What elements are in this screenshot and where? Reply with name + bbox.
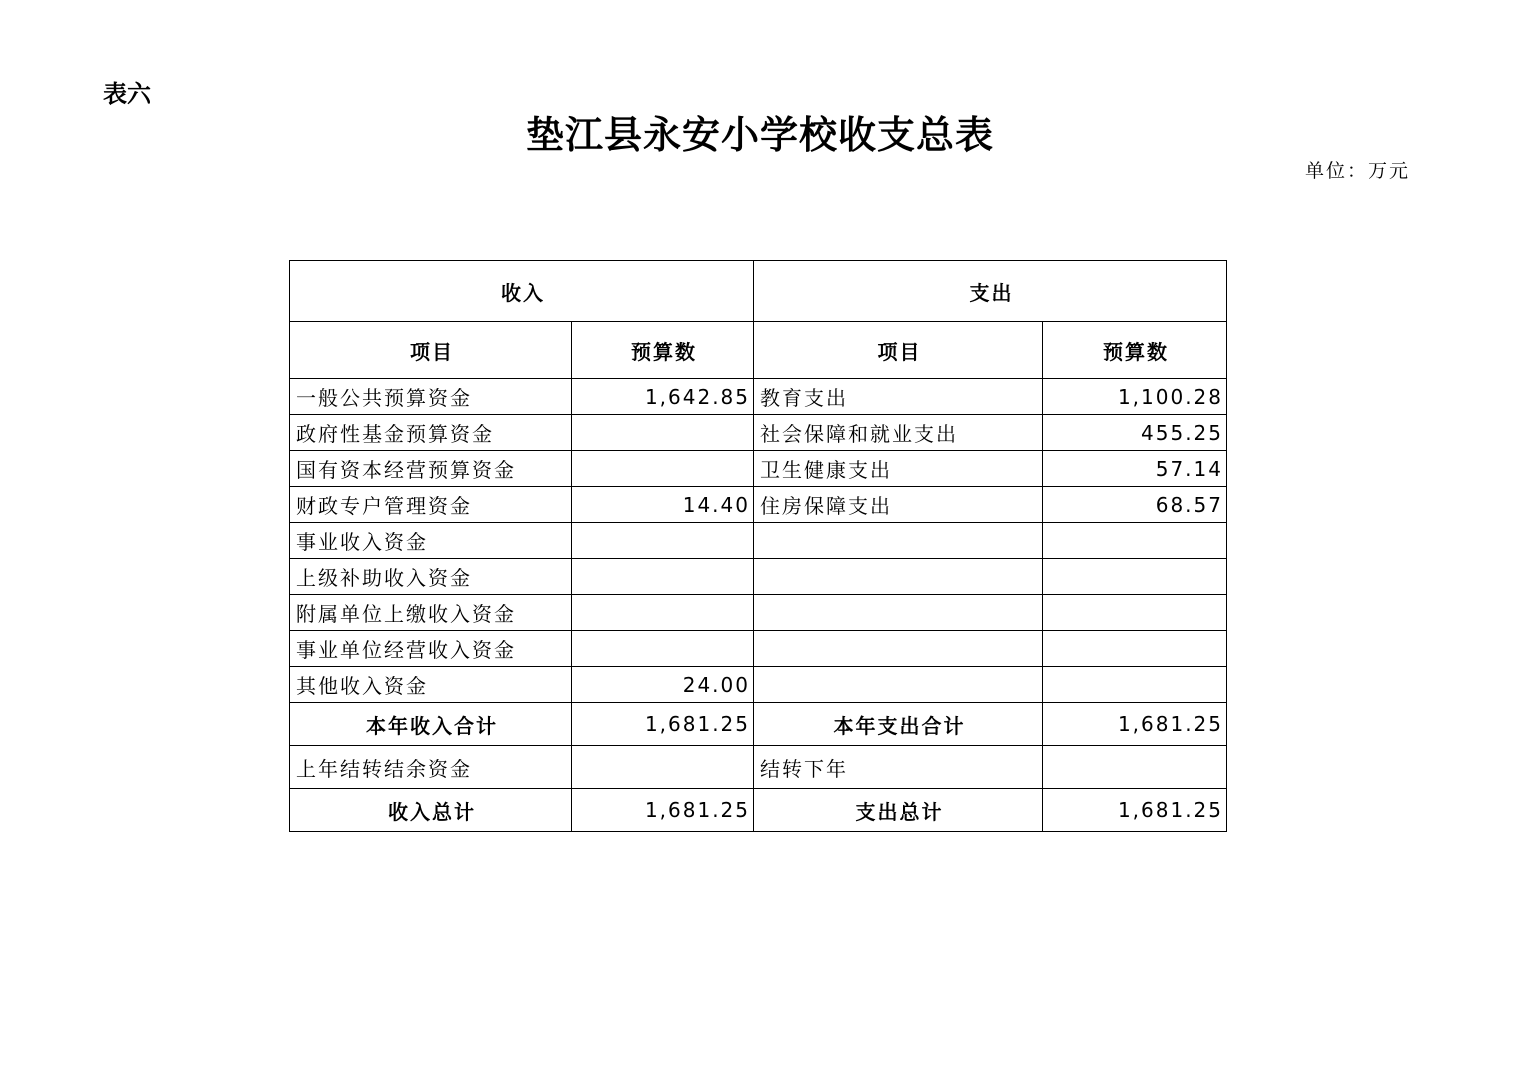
expense-value-cell: [1043, 595, 1227, 631]
expense-value-cell: 57.14: [1043, 451, 1227, 487]
expense-section-header: 支出: [754, 261, 1227, 322]
section-header-row: [290, 261, 1227, 322]
expense-item-cell: 社会保障和就业支出: [754, 415, 1043, 451]
income-item-cell: 事业单位经营收入资金: [290, 631, 572, 667]
expense-value-cell: [1043, 667, 1227, 703]
income-value-cell: [572, 595, 754, 631]
table-row: [290, 595, 1227, 631]
expense-value-cell: 68.57: [1043, 487, 1227, 523]
table-number: 表六: [103, 80, 151, 108]
budget-table: [289, 260, 1227, 832]
table-row: [290, 379, 1227, 415]
grand-total-row: [290, 789, 1227, 832]
income-value-cell: [572, 523, 754, 559]
grand-income-total-value: 1,681.25: [572, 789, 754, 832]
carryover-expense-label: 结转下年: [754, 746, 1043, 789]
table-row: [290, 523, 1227, 559]
table-row: [290, 451, 1227, 487]
income-value-cell: 1,642.85: [572, 379, 754, 415]
expense-item-cell: [754, 667, 1043, 703]
carryover-income-value: [572, 746, 754, 789]
carryover-row: [290, 746, 1227, 789]
income-item-cell: 事业收入资金: [290, 523, 572, 559]
year-expense-total-label: 本年支出合计: [754, 703, 1043, 746]
table-row: [290, 631, 1227, 667]
year-income-total-value: 1,681.25: [572, 703, 754, 746]
expense-item-header: 项目: [754, 322, 1043, 379]
income-item-cell: 财政专户管理资金: [290, 487, 572, 523]
page-title: 垫江县永安小学校收支总表: [525, 112, 994, 157]
table-row: [290, 559, 1227, 595]
expense-item-cell: [754, 631, 1043, 667]
carryover-income-label: 上年结转结余资金: [290, 746, 572, 789]
income-value-cell: 14.40: [572, 487, 754, 523]
expense-value-cell: 455.25: [1043, 415, 1227, 451]
income-value-cell: [572, 451, 754, 487]
expense-value-cell: [1043, 559, 1227, 595]
expense-item-cell: [754, 523, 1043, 559]
expense-item-cell: 住房保障支出: [754, 487, 1043, 523]
expense-item-cell: 教育支出: [754, 379, 1043, 415]
income-item-cell: 附属单位上缴收入资金: [290, 595, 572, 631]
income-value-cell: [572, 415, 754, 451]
table-row: [290, 415, 1227, 451]
table-row: [290, 667, 1227, 703]
grand-expense-total-value: 1,681.25: [1043, 789, 1227, 832]
table-row: [290, 487, 1227, 523]
column-header-row: [290, 322, 1227, 379]
expense-value-cell: 1,100.28: [1043, 379, 1227, 415]
expense-value-cell: [1043, 523, 1227, 559]
income-item-cell: 政府性基金预算资金: [290, 415, 572, 451]
income-item-header: 项目: [290, 322, 572, 379]
expense-item-cell: 卫生健康支出: [754, 451, 1043, 487]
grand-income-total-label: 收入总计: [290, 789, 572, 832]
income-value-cell: 24.00: [572, 667, 754, 703]
expense-item-cell: [754, 595, 1043, 631]
grand-expense-total-label: 支出总计: [754, 789, 1043, 832]
year-expense-total-value: 1,681.25: [1043, 703, 1227, 746]
income-item-cell: 其他收入资金: [290, 667, 572, 703]
income-budget-header: 预算数: [572, 322, 754, 379]
income-value-cell: [572, 631, 754, 667]
income-section-header: 收入: [290, 261, 754, 322]
income-item-cell: 国有资本经营预算资金: [290, 451, 572, 487]
income-item-cell: 上级补助收入资金: [290, 559, 572, 595]
expense-budget-header: 预算数: [1043, 322, 1227, 379]
year-income-total-label: 本年收入合计: [290, 703, 572, 746]
year-total-row: [290, 703, 1227, 746]
income-value-cell: [572, 559, 754, 595]
unit-label: 单位：万元: [1304, 160, 1410, 182]
carryover-expense-value: [1043, 746, 1227, 789]
income-item-cell: 一般公共预算资金: [290, 379, 572, 415]
expense-item-cell: [754, 559, 1043, 595]
expense-value-cell: [1043, 631, 1227, 667]
